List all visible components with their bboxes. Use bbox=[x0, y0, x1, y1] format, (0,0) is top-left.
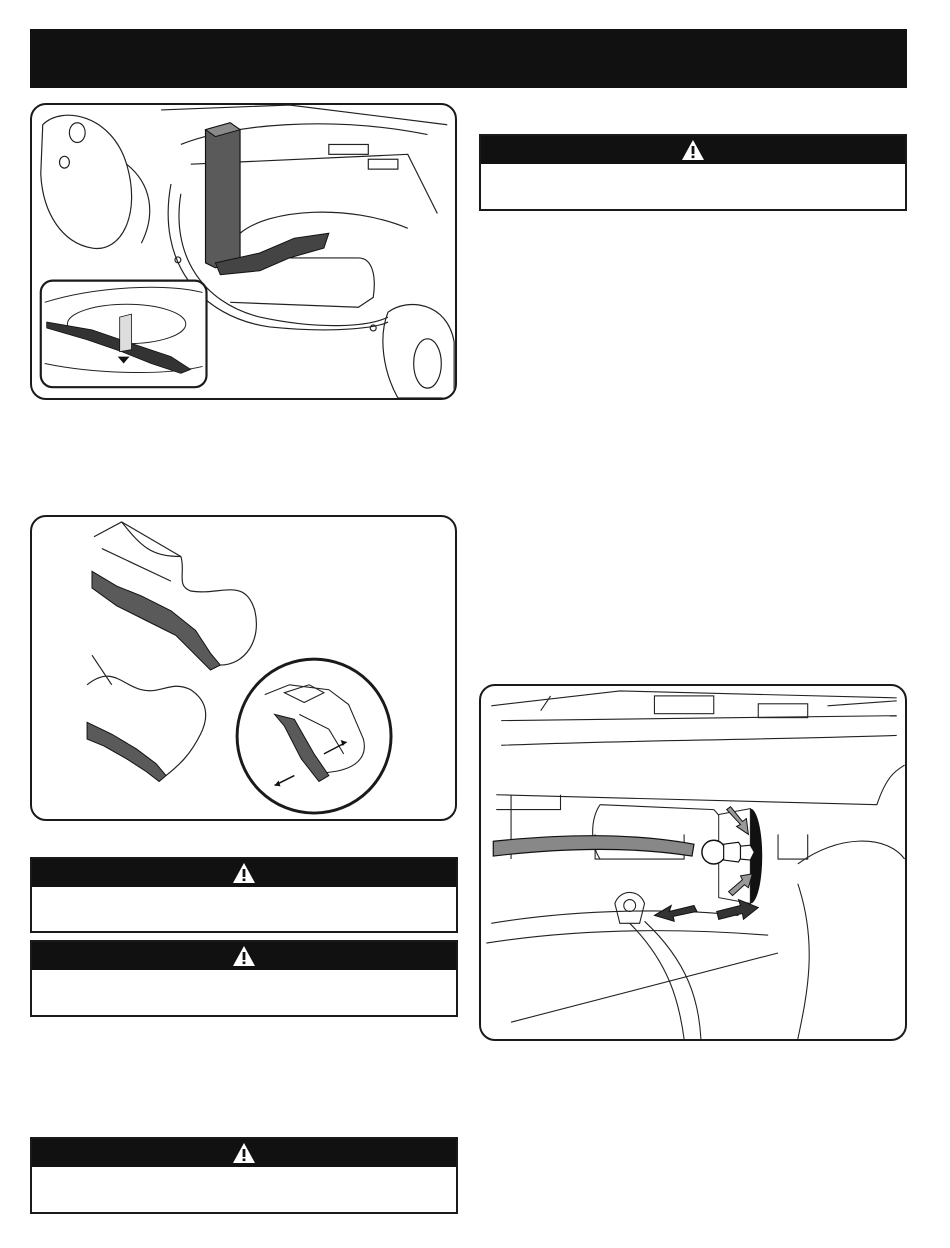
warning-box-2 bbox=[30, 940, 458, 1017]
blade-sharpening-illustration bbox=[32, 517, 455, 819]
warning-box-3 bbox=[30, 1137, 458, 1214]
warning-triangle-icon bbox=[232, 945, 256, 967]
warning-box-1 bbox=[30, 857, 458, 933]
warning-triangle-icon bbox=[232, 1142, 256, 1164]
blade-sharpening-figure bbox=[30, 515, 457, 821]
blade-removal-illustration bbox=[32, 105, 455, 398]
blade-removal-figure bbox=[30, 103, 457, 400]
warning-header-bar bbox=[32, 942, 456, 970]
warning-header-bar bbox=[32, 1139, 456, 1167]
warning-box-4 bbox=[479, 134, 907, 211]
warning-header-bar bbox=[481, 136, 905, 164]
page-header-bar bbox=[30, 29, 907, 88]
deck-leveling-illustration bbox=[481, 686, 905, 1039]
deck-leveling-figure bbox=[479, 684, 907, 1041]
warning-triangle-icon bbox=[681, 139, 705, 161]
warning-header-bar bbox=[32, 859, 456, 887]
warning-triangle-icon bbox=[232, 862, 256, 884]
